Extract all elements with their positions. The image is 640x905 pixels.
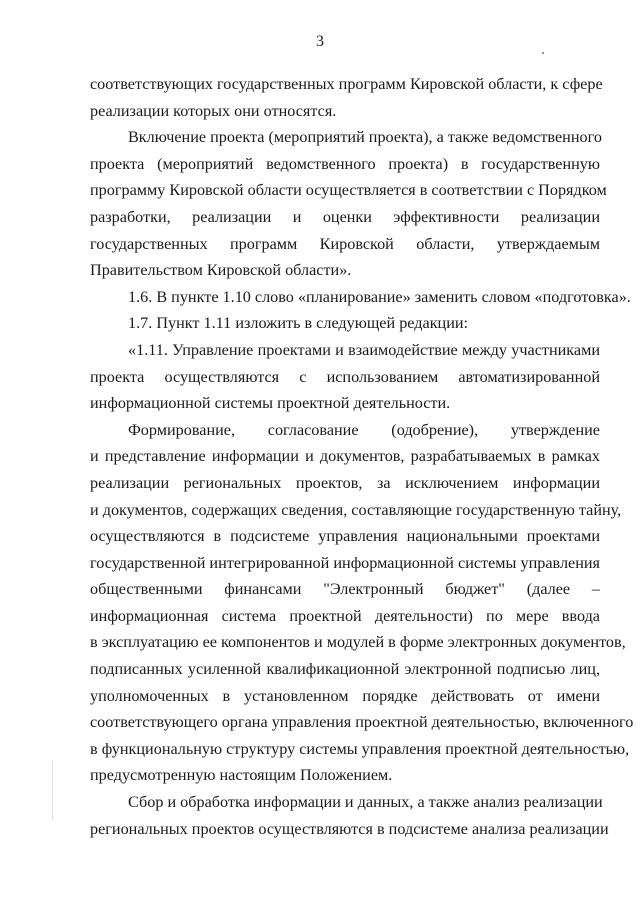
text-line: реализации региональных проектов, за исключением информации <box>90 473 600 492</box>
paragraph-p6 <box>90 789 609 842</box>
text-line: Включение проекта (мероприятий проекта), а также ведомственного <box>128 128 602 147</box>
text-line: в эксплуатацию ее компонентов и модулей в форме электронных документов, <box>90 633 626 652</box>
text-line: региональных проектов осуществляются в подсистеме анализа реализации <box>90 819 609 838</box>
text-line: общественными финансами "Электронный бюджет" (далее – <box>90 580 600 599</box>
text-line: и документов, содержащих сведения, составляющие государственную тайну, <box>90 500 622 519</box>
text-line: проекта (мероприятий ведомственного проекта) в государственную <box>90 154 600 173</box>
text-line: 1.6. В пункте 1.10 слово «планирование» заменить словом «подготовка». <box>128 287 631 306</box>
text-line: Формирование, согласование (одобрение), утверждение <box>128 420 600 439</box>
text-line: уполномоченных в установленном порядке действовать от имени <box>90 686 600 705</box>
text-line: 1.7. Пункт 1.11 изложить в следующей редакции: <box>128 314 469 333</box>
text-line: государственной интегрированной информационной системы управления <box>90 553 600 572</box>
scan-speck <box>542 52 544 54</box>
text-line: Сбор и обработка информации и данных, а также анализ реализации <box>128 793 603 812</box>
text-line: соответствующих государственных программ Кировской области, к сфере <box>90 75 603 93</box>
text-line: предусмотренную настоящим Положением. <box>90 766 393 785</box>
page-number: 3 <box>316 33 324 50</box>
text-line: соответствующего органа управления проектной деятельностью, включенного <box>90 713 634 732</box>
paragraph-p1 <box>90 124 607 284</box>
paragraph-p5 <box>90 417 634 789</box>
paragraph-p4 <box>90 337 600 417</box>
document-body <box>90 71 634 842</box>
text-line: информационной системы проектной деятельности. <box>90 394 451 413</box>
scan-edge-mark <box>52 760 53 820</box>
paragraph-p2 <box>90 284 631 311</box>
text-line: и представление информации и документов, разрабатываемых в рамках <box>90 447 600 466</box>
paragraph-p3 <box>90 310 600 337</box>
text-line: информационная система проектной деятельности) по мере ввода <box>90 606 600 625</box>
text-line: реализации которых они относятся. <box>90 101 337 120</box>
text-line: программу Кировской области осуществляется в соответствии с Порядком <box>90 181 607 200</box>
text-line: государственных программ Кировской области, утверждаемым <box>90 234 600 253</box>
text-line: «1.11. Управление проектами и взаимодействие между участниками <box>128 340 600 359</box>
text-line: в функциональную структуру системы управления проектной деятельностью, <box>90 739 630 758</box>
text-line: проекта осуществляются с использованием автоматизированной <box>90 367 600 386</box>
paragraph-p0 <box>90 71 603 124</box>
text-line: подписанных усиленной квалификационной электронной подписью лиц, <box>90 660 600 679</box>
text-line: Правительством Кировской области». <box>90 261 352 280</box>
text-line: разработки, реализации и оценки эффективности реализации <box>90 207 600 226</box>
text-line: осуществляются в подсистеме управления национальными проектами <box>90 527 600 546</box>
